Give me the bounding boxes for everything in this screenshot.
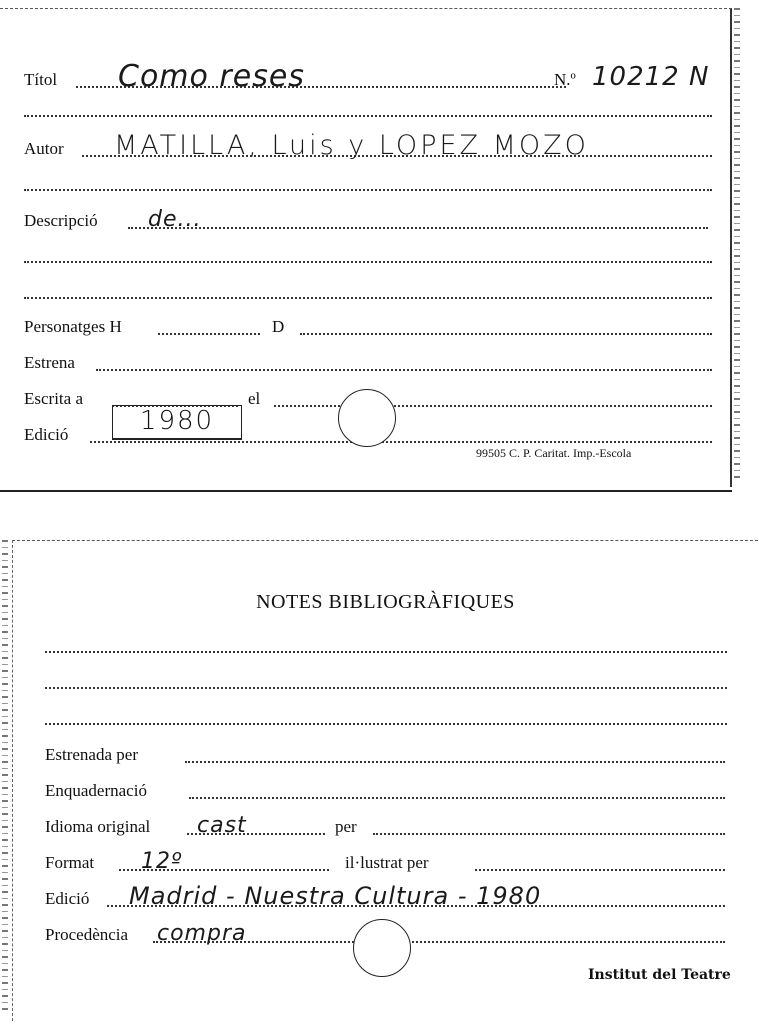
estrena-label: Estrena xyxy=(24,353,75,372)
descripcio-value: de... xyxy=(148,207,202,232)
institut-footer: Institut del Teatre xyxy=(588,967,731,983)
escrita-el-label: el xyxy=(248,389,261,408)
punch-hole-back xyxy=(353,919,411,977)
edicio-year-value: 1980 xyxy=(112,405,242,440)
idioma-value: cast xyxy=(197,813,247,838)
edicio-back-field xyxy=(45,883,735,913)
estrenada-field xyxy=(45,739,735,769)
format-illustrat-label: il·lustrat per xyxy=(345,853,429,872)
edicio-back-label: Edició xyxy=(45,889,90,908)
autor-value: MATILLA, Luis y LOPEZ MOZO xyxy=(114,130,589,161)
titol-label: Títol xyxy=(24,70,58,89)
idioma-per-label: per xyxy=(335,817,357,836)
descripcio-label: Descripció xyxy=(24,211,98,230)
procedencia-value: compra xyxy=(157,921,247,946)
idioma-field xyxy=(45,811,735,841)
edicio-label: Edició xyxy=(24,425,69,444)
enquadernacio-label: Enquadernació xyxy=(45,781,147,800)
format-value: 12º xyxy=(141,849,183,874)
titol-field xyxy=(24,59,714,94)
escrita-label: Escrita a xyxy=(24,389,83,408)
numero-label: N.º xyxy=(554,70,576,89)
estrena-field xyxy=(24,347,714,377)
edicio-back-value: Madrid - Nuestra Cultura - 1980 xyxy=(129,882,542,910)
autor-label: Autor xyxy=(24,139,64,158)
scan-edge-right xyxy=(734,8,740,478)
numero-value: 10212 N xyxy=(592,62,710,92)
format-field xyxy=(45,847,735,877)
descripcio-field xyxy=(24,205,714,235)
procedencia-label: Procedència xyxy=(45,925,129,944)
estrenada-label: Estrenada per xyxy=(45,745,138,764)
titol-value: Como reses xyxy=(118,59,305,94)
printer-imprint: 99505 C. P. Caritat. Imp.-Escola xyxy=(476,446,632,460)
catalog-card-front xyxy=(0,8,732,487)
idioma-label: Idioma original xyxy=(45,817,151,836)
punch-hole xyxy=(338,389,396,447)
personatges-d-label: D xyxy=(272,317,285,336)
personatges-field xyxy=(24,311,714,341)
catalog-card-back xyxy=(12,540,758,1021)
notes-heading: NOTES BIBLIOGRÀFIQUES xyxy=(256,591,515,613)
format-label: Format xyxy=(45,853,95,872)
scan-edge-left xyxy=(2,540,8,1010)
autor-field xyxy=(24,130,714,163)
card-divider xyxy=(0,490,732,492)
personatges-label: Personatges H xyxy=(24,317,122,336)
enquadernacio-field xyxy=(45,775,735,805)
